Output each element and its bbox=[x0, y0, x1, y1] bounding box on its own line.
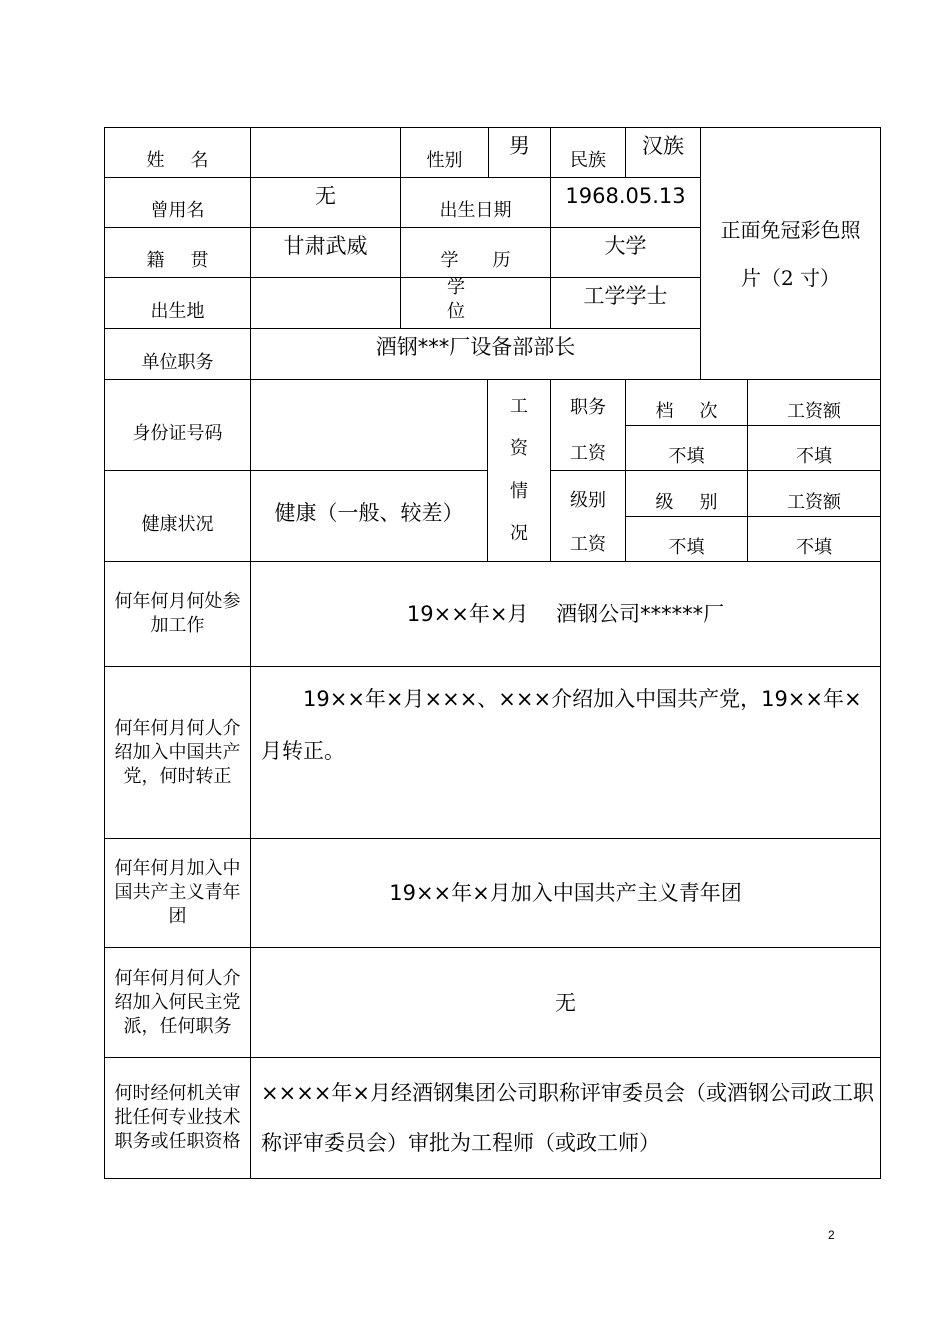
grade-label: 档次 bbox=[625, 379, 748, 426]
level-salary-label bbox=[550, 470, 626, 562]
page-number: 2 bbox=[828, 1228, 835, 1242]
level-salary-label-1: 级别 bbox=[570, 490, 606, 511]
birth-date-label: 出生日期 bbox=[400, 177, 551, 228]
party-label: 何年何月何人介绍加入中国共产党，何时转正 bbox=[104, 666, 251, 839]
education-label: 学历 bbox=[400, 227, 551, 278]
id-number-label: 身份证号码 bbox=[104, 379, 251, 471]
former-name-value[interactable]: 无 bbox=[250, 177, 401, 228]
salary-situation-label bbox=[487, 379, 551, 562]
ethnicity-label: 民族 bbox=[550, 127, 626, 178]
health-value[interactable]: 健康（一般、较差） bbox=[250, 470, 488, 562]
salary-char-4: 况 bbox=[510, 522, 528, 544]
birthplace-label: 出生地 bbox=[104, 277, 251, 329]
level-salary-label-2: 工资 bbox=[570, 534, 606, 555]
name-label: 姓名 bbox=[104, 127, 251, 178]
level-amount-label: 工资额 bbox=[747, 470, 881, 517]
native-place-label: 籍贯 bbox=[104, 227, 251, 278]
post-salary-label-1: 职务 bbox=[570, 397, 606, 418]
education-value[interactable]: 大学 bbox=[550, 227, 701, 278]
level-label: 级别 bbox=[625, 470, 748, 517]
birthplace-value[interactable] bbox=[250, 277, 401, 329]
native-place-value[interactable]: 甘肃武威 bbox=[250, 227, 401, 278]
league-label: 何年何月加入中国共产主义青年团 bbox=[104, 838, 251, 948]
former-name-label: 曾用名 bbox=[104, 177, 251, 228]
party-value[interactable] bbox=[250, 666, 881, 839]
level-amount-value[interactable]: 不填 bbox=[747, 516, 881, 562]
degree-label: 学位 bbox=[400, 277, 551, 329]
name-value[interactable] bbox=[250, 127, 401, 178]
gender-value[interactable]: 男 bbox=[488, 127, 551, 178]
party-value-text: 19××年×月×××、×××介绍加入中国共产党，19××年×月转正。 bbox=[261, 687, 862, 763]
ethnicity-value[interactable]: 汉族 bbox=[625, 127, 701, 178]
amount-label: 工资额 bbox=[747, 379, 881, 426]
post-grade-value[interactable]: 不填 bbox=[625, 425, 748, 471]
post-salary-label bbox=[550, 379, 626, 471]
salary-char-1: 工 bbox=[510, 396, 528, 418]
photo-area bbox=[700, 127, 881, 380]
democratic-party-label: 何年何月何人介绍加入何民主党派，任何职务 bbox=[104, 947, 251, 1058]
democratic-party-value[interactable]: 无 bbox=[250, 947, 881, 1058]
salary-char-2: 资 bbox=[510, 438, 528, 460]
unit-position-label: 单位职务 bbox=[104, 328, 251, 380]
degree-value[interactable]: 工学学士 bbox=[550, 277, 701, 329]
health-label: 健康状况 bbox=[104, 470, 251, 562]
post-amount-value[interactable]: 不填 bbox=[747, 425, 881, 471]
title-label: 何时经何机关审批任何专业技术职务或任职资格 bbox=[104, 1057, 251, 1179]
personnel-form bbox=[105, 128, 881, 1180]
work-start-label: 何年何月何处参加工作 bbox=[104, 561, 251, 667]
salary-char-3: 情 bbox=[510, 480, 528, 502]
gender-label: 性别 bbox=[400, 127, 489, 178]
birth-date-value[interactable]: 1968.05.13 bbox=[550, 177, 701, 228]
title-value[interactable]: ××××年×月经酒钢集团公司职称评审委员会（或酒钢公司政工职称评审委员会）审批为工程师（或政工师） bbox=[250, 1057, 881, 1179]
post-salary-label-2: 工资 bbox=[570, 443, 606, 464]
photo-text: 正面免冠彩色照片（2 寸） bbox=[720, 217, 861, 290]
unit-position-value[interactable]: 酒钢***厂设备部部长 bbox=[250, 328, 701, 380]
league-value[interactable]: 19××年×月加入中国共产主义青年团 bbox=[250, 838, 881, 948]
id-number-value[interactable] bbox=[250, 379, 488, 471]
work-start-value[interactable]: 19××年×月 酒钢公司******厂 bbox=[250, 561, 881, 667]
level-value[interactable]: 不填 bbox=[625, 516, 748, 562]
